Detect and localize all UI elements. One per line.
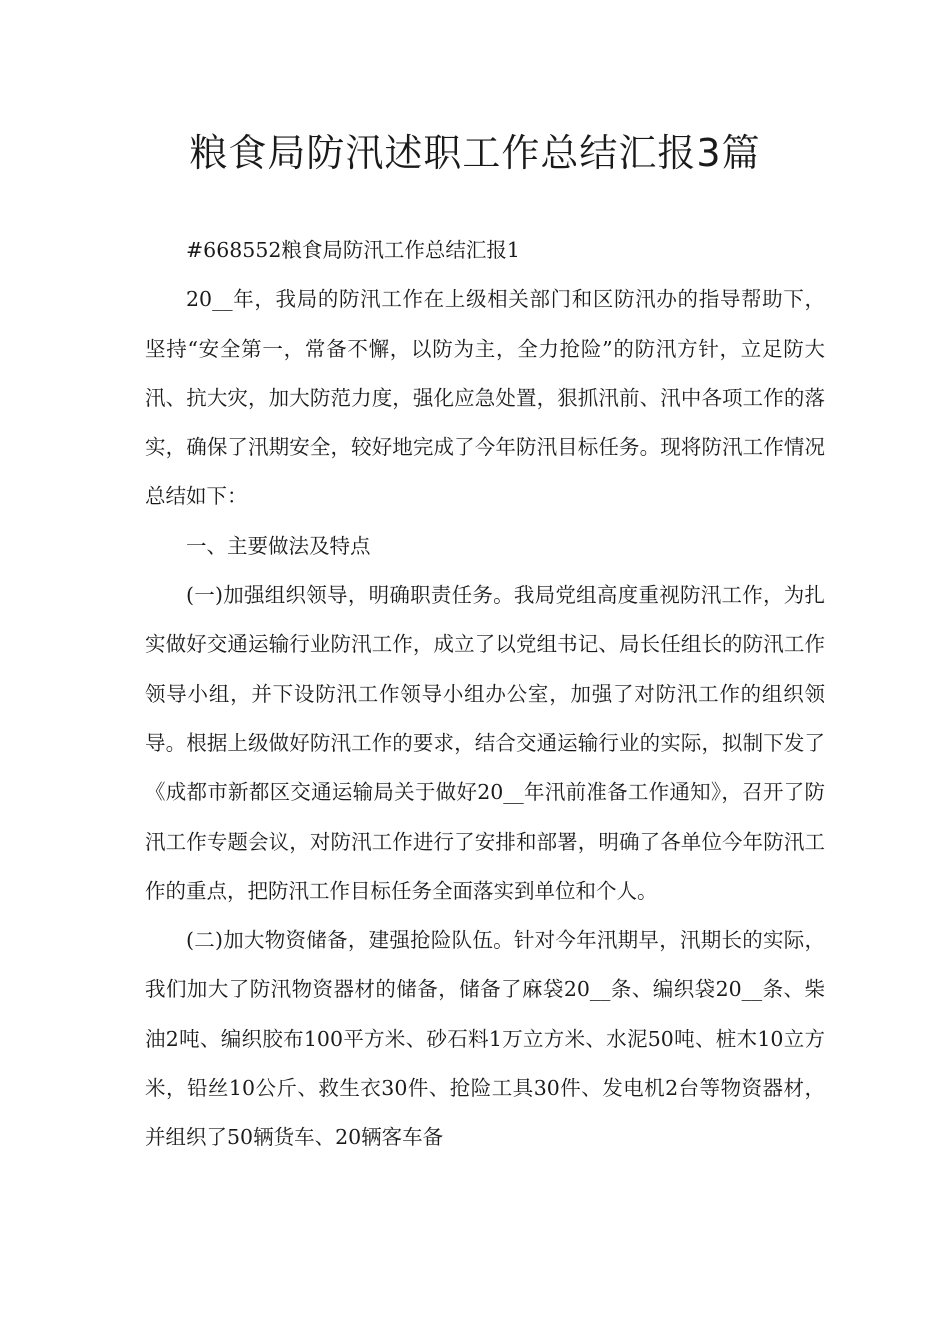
section-heading-report-1: #668552粮食局防汛工作总结汇报1 [186,238,520,262]
paragraph-organization-leadership: (一)加强组织领导，明确职责任务。我局党组高度重视防汛工作，为扎实做好交通运输行业防汛工作，成立了以党组书记、局长任组长的防汛工作领导小组，并下设防汛工作领导小组办公室，加强了对防汛工作的组织领导。根据上级做好防汛工作的要求，结合交通运输行业的实际，拟制下发了《成都市新都区交通运输局关于做好20__年汛前准备工作通知》，召开了防汛工作专题会议，对防汛工作进行了安排和部署，明确了各单位今年防汛工作的重点，把防汛工作目标任务全面落实到单位和个人。 [145,583,825,903]
intro-paragraph: 20__年，我局的防汛工作在上级相关部门和区防汛办的指导帮助下，坚持“安全第一，常备不懈，以防为主，全力抢险”的防汛方针，立足防大汛、抗大灾，加大防范力度，强化应急处置，狠抓汛前、汛中各项工作的落实，确保了汛期安全，较好地完成了今年防汛目标任务。现将防汛工作情况总结如下： [145,287,825,509]
paragraph-material-reserves: (二)加大物资储备，建强抢险队伍。针对今年汛期早，汛期长的实际，我们加大了防汛物资器材的储备，储备了麻袋20__条、编织袋20__条、柴油2吨、编织胶布100平方米、砂石料1万立方米、水泥50吨、桩木10立方米，铅丝10公斤、救生衣30件、抢险工具30件、发电机2台等物资器材，并组织了50辆货车、20辆客车备 [145,928,825,1150]
document-title: 粮食局防汛述职工作总结汇报3篇 [189,131,761,175]
document-body [145,226,825,1163]
section-heading-main-practices: 一、主要做法及特点 [186,533,371,558]
